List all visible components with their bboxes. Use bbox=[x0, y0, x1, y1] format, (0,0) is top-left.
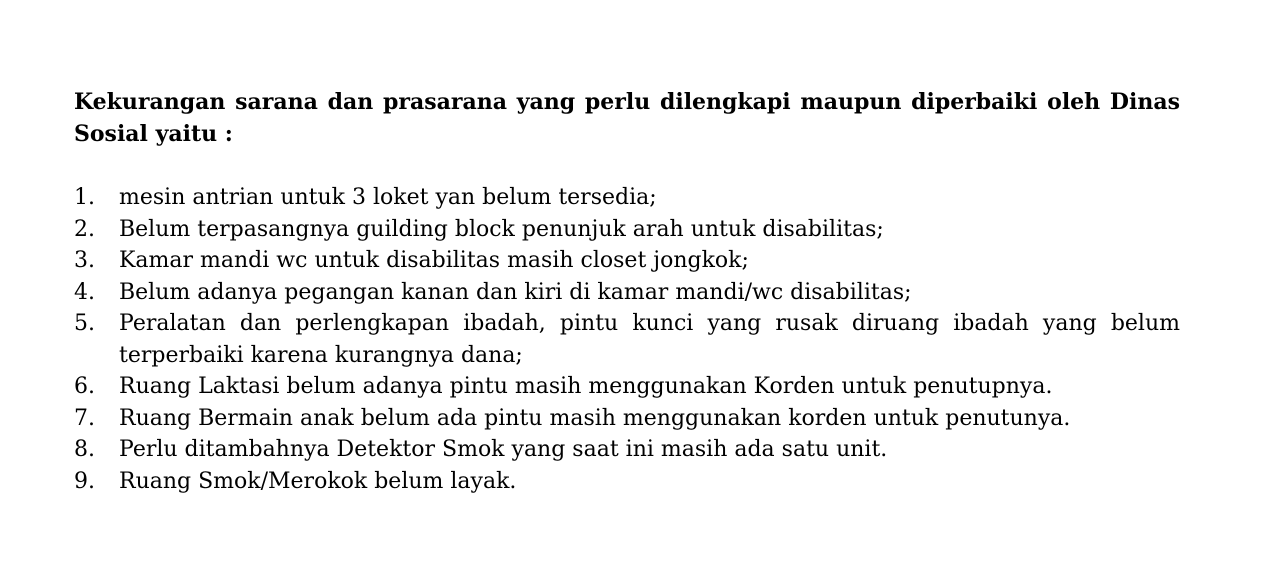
list-item-text: Ruang Smok/Merokok belum layak. bbox=[119, 468, 517, 494]
list-item bbox=[74, 245, 1180, 277]
list-item-text: Belum terpasangnya guilding block penunjuk arah untuk disabilitas; bbox=[119, 216, 884, 242]
list-item-text: Ruang Bermain anak belum ada pintu masih menggunakan korden untuk penutunya. bbox=[119, 405, 1071, 431]
list-item-text: Perlu ditambahnya Detektor Smok yang saat ini masih ada satu unit. bbox=[119, 437, 888, 462]
list-item bbox=[74, 214, 1180, 246]
list-item bbox=[74, 182, 1180, 214]
list-item bbox=[74, 466, 1180, 498]
list-item-text: mesin antrian untuk 3 loket yan belum tersedia; bbox=[119, 185, 657, 210]
list-item-number: 4. bbox=[74, 279, 95, 305]
list-item bbox=[74, 371, 1180, 403]
list-item bbox=[74, 403, 1180, 435]
list-item-number: 8. bbox=[74, 437, 95, 462]
list-item-number: 7. bbox=[74, 405, 95, 431]
list-item-number: 6. bbox=[74, 374, 95, 399]
list-item-text: Ruang Laktasi belum adanya pintu masih menggunakan Korden untuk penutupnya. bbox=[119, 374, 1053, 399]
list-item-number: 9. bbox=[74, 468, 95, 494]
list-item bbox=[74, 434, 1180, 466]
list-item-number: 5. bbox=[74, 311, 95, 336]
list-item bbox=[74, 277, 1180, 309]
list-item bbox=[74, 308, 1180, 371]
document-heading: Kekurangan sarana dan prasarana yang perlu dilengkapi maupun diperbaiki oleh Dinas Sosial yaitu : bbox=[74, 89, 1180, 147]
list-item-number: 3. bbox=[74, 248, 95, 273]
list-item-text: Belum adanya pegangan kanan dan kiri di kamar mandi/wc disabilitas; bbox=[119, 279, 912, 305]
list-item-text: Peralatan dan perlengkapan ibadah, pintu kunci yang rusak diruang ibadah yang belum terperbaiki karena kurangnya dana; bbox=[119, 311, 1180, 368]
document-body bbox=[74, 86, 1180, 497]
list-item-number: 1. bbox=[74, 185, 95, 210]
list-item-number: 2. bbox=[74, 216, 95, 242]
list-item-text: Kamar mandi wc untuk disabilitas masih closet jongkok; bbox=[119, 248, 749, 273]
deficiency-list bbox=[74, 182, 1180, 497]
